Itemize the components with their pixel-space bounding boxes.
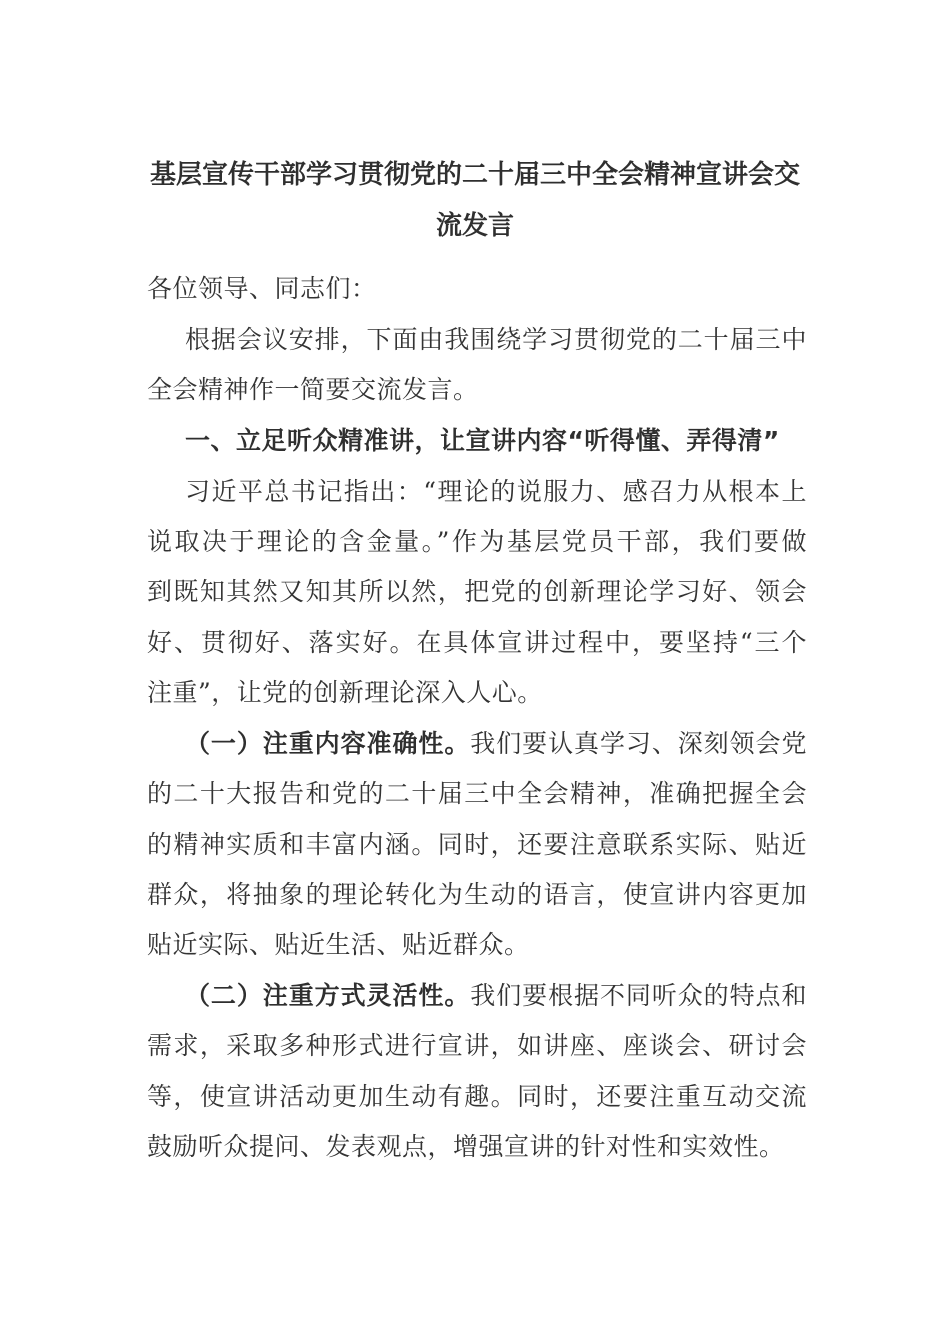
intro-line-2: 全会精神作一简要交流发言。 xyxy=(147,375,479,404)
subsection-2-line-1 xyxy=(147,980,807,1012)
subsection-1-line-3: 的精神实质和丰富内涵。同时，还要注意联系实际、贴近 xyxy=(147,830,807,859)
subsection-2-line-2: 需求，采取多种形式进行宣讲，如讲座、座谈会、研讨会 xyxy=(147,1031,807,1060)
subsection-1-line-4: 群众，将抽象的理论转化为生动的语言，使宣讲内容更加 xyxy=(147,880,807,909)
section-1-paragraph-line-1: 习近平总书记指出：“理论的说服力、感召力从根本上 xyxy=(185,477,807,506)
section-1-paragraph-line-4: 好、贯彻好、落实好。在具体宣讲过程中，要坚持“三个 xyxy=(147,628,807,657)
document-title-line-1: 基层宣传干部学习贯彻党的二十届三中全会精神宣讲会交 xyxy=(149,160,800,190)
subsection-1-line-1-text: 我们要认真学习、深刻领会党 xyxy=(470,729,807,758)
document-title-line-2: 流发言 xyxy=(435,211,514,241)
subsection-1-lead: （一）注重内容准确性。 xyxy=(185,729,471,758)
subsection-1-line-5: 贴近实际、贴近生活、贴近群众。 xyxy=(147,930,530,959)
subsection-1-line-2: 的二十大报告和党的二十届三中全会精神，准确把握全会 xyxy=(147,779,807,808)
subsection-2-line-3: 等，使宣讲活动更加生动有趣。同时，还要注重互动交流 xyxy=(147,1082,807,1111)
subsection-2-line-4: 鼓励听众提问、发表观点，增强宣讲的针对性和实效性。 xyxy=(147,1132,785,1161)
intro-line-1: 根据会议安排，下面由我围绕学习贯彻党的二十届三中 xyxy=(185,325,807,354)
subsection-2-line-1-text: 我们要根据不同听众的特点和 xyxy=(470,981,807,1010)
section-1-paragraph-line-5: 注重”，让党的创新理论深入人心。 xyxy=(147,678,543,707)
section-1-heading: 一、立足听众精准讲，让宣讲内容“听得懂、弄得清” xyxy=(185,426,780,455)
subsection-2-lead: （二）注重方式灵活性。 xyxy=(185,981,471,1010)
section-1-paragraph-line-3: 到既知其然又知其所以然，把党的创新理论学习好、领会 xyxy=(147,577,807,606)
section-1-paragraph-line-2: 说取决于理论的含金量。”作为基层党员干部，我们要做 xyxy=(147,527,807,556)
salutation: 各位领导、同志们： xyxy=(147,274,377,303)
subsection-1-line-1 xyxy=(147,728,807,760)
